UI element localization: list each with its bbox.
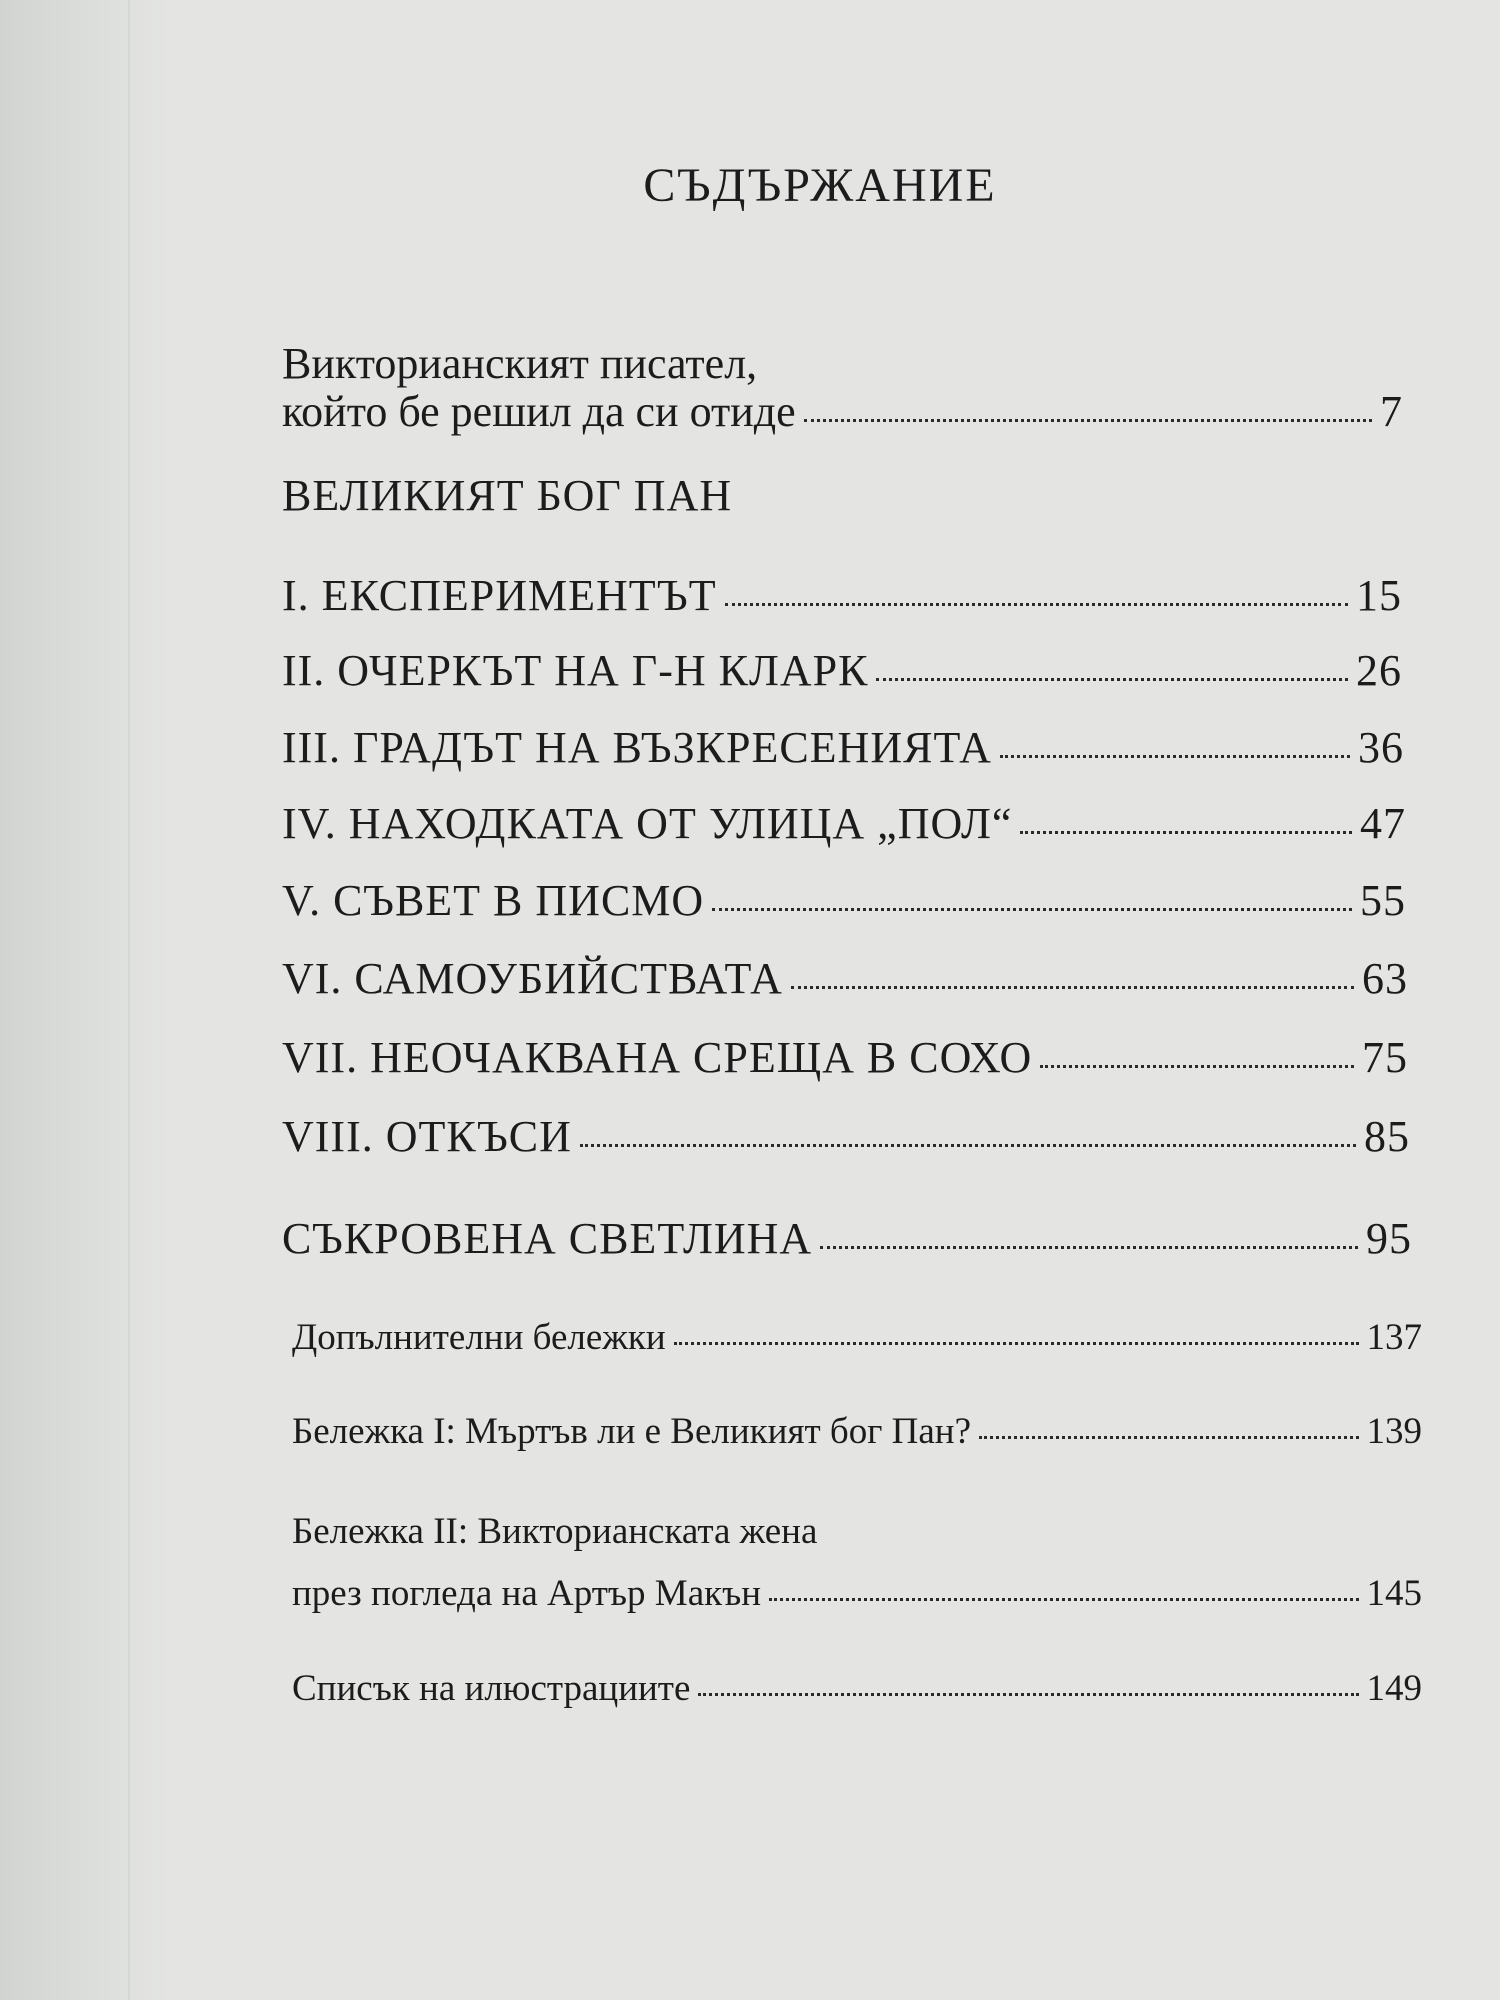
toc-page-number: 95 [1366, 1214, 1412, 1263]
dot-leader [1040, 1065, 1354, 1068]
dot-leader [1000, 755, 1350, 758]
dot-leader [979, 1436, 1358, 1439]
dot-leader [804, 419, 1372, 422]
toc-page-number: 145 [1366, 1573, 1422, 1614]
toc-entry-label: Допълнителни бележки [292, 1317, 666, 1358]
toc-entry-label: който бе решил да си отиде [282, 387, 796, 436]
toc-page-number: 15 [1356, 571, 1402, 620]
toc-entry-label: IV. НАХОДКАТА ОТ УЛИЦА „ПОЛ“ [282, 799, 1013, 848]
dot-leader [876, 678, 1348, 681]
toc-page-number: 26 [1356, 646, 1402, 695]
toc-entry-label: през погледа на Артър Макън [292, 1573, 762, 1614]
table-of-contents-page [270, 0, 1422, 2000]
toc-page-number: 75 [1362, 1033, 1408, 1082]
toc-entry-note-2-line1 [292, 1510, 817, 1553]
page-gutter-shadow [0, 0, 170, 2000]
toc-page-number: 137 [1366, 1317, 1422, 1358]
toc-entry-label: VIII. ОТКЪСИ [282, 1112, 572, 1161]
toc-entry-label: I. ЕКСПЕРИМЕНТЪТ [282, 571, 717, 620]
toc-entry-chapter-6[interactable] [282, 953, 1408, 1004]
dot-leader [725, 603, 1348, 606]
toc-entry-additional-notes[interactable] [292, 1316, 1422, 1359]
toc-entry-label: Бележка I: Мъртъв ли е Великият бог Пан? [292, 1411, 972, 1452]
toc-entry-label: СЪКРОВЕНА СВЕТЛИНА [282, 1214, 813, 1263]
dot-leader [769, 1598, 1358, 1601]
toc-page-number: 63 [1362, 954, 1408, 1003]
dot-leader [674, 1342, 1359, 1345]
dot-leader [698, 1693, 1358, 1696]
dot-leader [712, 908, 1352, 911]
toc-title: СЪДЪРЖАНИЕ [643, 159, 997, 212]
toc-entry-label: Викторианският писател, [282, 339, 758, 388]
toc-page-number: 47 [1360, 799, 1406, 848]
toc-page-number: 85 [1364, 1112, 1410, 1161]
toc-page-number: 149 [1366, 1668, 1422, 1709]
toc-entry-note-2[interactable] [292, 1572, 1422, 1615]
toc-entry-label: II. ОЧЕРКЪТ НА Г-Н КЛАРК [282, 646, 869, 695]
dot-leader [580, 1144, 1356, 1147]
toc-page-number: 55 [1360, 876, 1406, 925]
toc-entry-chapter-5[interactable] [282, 875, 1406, 926]
toc-entry-label: Бележка II: Викторианската жена [292, 1511, 818, 1552]
toc-entry-chapter-2[interactable] [282, 645, 1402, 696]
toc-entry-chapter-4[interactable] [282, 798, 1406, 849]
toc-entry-intro-line1 [282, 338, 1372, 389]
toc-entry-label: III. ГРАДЪТ НА ВЪЗКРЕСЕНИЯТА [282, 723, 992, 772]
toc-page-number: 36 [1358, 723, 1404, 772]
dot-leader [791, 986, 1354, 989]
toc-entry-note-1[interactable] [292, 1410, 1422, 1453]
toc-entry-chapter-3[interactable] [282, 722, 1404, 773]
toc-page-number: 7 [1380, 387, 1402, 436]
toc-entry-secret-light[interactable] [282, 1213, 1412, 1264]
toc-entry-label: V. СЪВЕТ В ПИСМО [282, 876, 705, 925]
dot-leader [820, 1246, 1358, 1249]
toc-entry-illustrations[interactable] [292, 1667, 1422, 1710]
toc-entry-label: VI. САМОУБИЙСТВАТА [282, 954, 783, 1003]
toc-page-number: 139 [1366, 1411, 1422, 1452]
toc-entry-chapter-8[interactable] [282, 1111, 1410, 1162]
toc-entry-label: Списък на илюстрациите [292, 1668, 691, 1709]
section-heading: ВЕЛИКИЯТ БОГ ПАН [282, 471, 733, 520]
toc-entry-label: VII. НЕОЧАКВАНА СРЕЩА В СОХО [282, 1033, 1033, 1082]
toc-entry-chapter-7[interactable] [282, 1032, 1408, 1083]
dot-leader [1020, 831, 1352, 834]
page-edge [128, 0, 130, 2000]
toc-entry-intro[interactable] [282, 386, 1402, 437]
toc-entry-chapter-1[interactable] [282, 570, 1402, 621]
